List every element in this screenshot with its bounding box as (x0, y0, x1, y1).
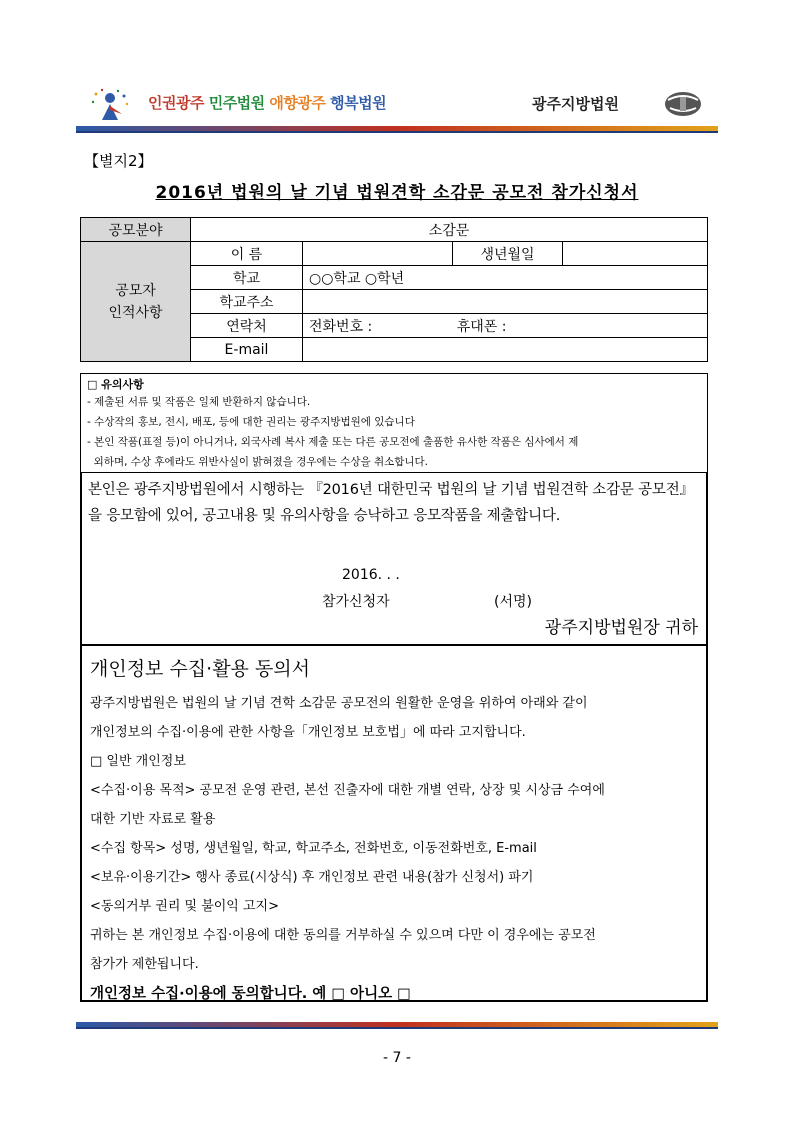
privacy-line: 대한 기반 자료로 활용 (90, 812, 216, 827)
applicant-info-label: 공모자 인적사항 (81, 242, 191, 362)
annex-label: 【별지2】 (84, 152, 153, 170)
privacy-line: <동의거부 권리 및 불이익 고지> (90, 899, 280, 914)
slogan-part: 행복법원 (330, 94, 387, 112)
court-name: 광주지방법원 (532, 95, 619, 113)
notes-line: 외하며, 수상 후에라도 위반사실이 밝혀졌을 경우에는 수상을 취소합니다. (87, 456, 429, 468)
notes-line: - 제출된 서류 및 작품은 일체 반환하지 않습니다. (87, 396, 311, 408)
email-label: E-mail (191, 338, 303, 362)
privacy-line: <수집·이용 목적> 공모전 운영 관련, 본선 진출자에 대한 개별 연락, 상장 및 시상금 수여에 (90, 783, 605, 798)
application-form-table (80, 217, 708, 362)
declaration-text: 본인은 광주지방법원에서 시행하는 『2016년 대한민국 법원의 날 기념 법원견학 소감문 공모전』을 응모함에 있어, 공고내용 및 유의사항을 승낙하고 응모작품을 제출합니다. (88, 482, 694, 524)
privacy-line: <수집 항목> 성명, 생년월일, 학교, 학교주소, 전화번호, 이동전화번호, E-mail (90, 841, 537, 856)
category-label: 공모분야 (81, 218, 191, 242)
signature-field[interactable]: (서명) (494, 594, 532, 610)
school-address-label: 학교주소 (191, 290, 303, 314)
form-title: 2016년 법원의 날 기념 법원견학 소감문 공모전 참가신청서 (155, 183, 639, 203)
birth-field[interactable] (563, 242, 708, 266)
privacy-line: 광주지방법원은 법원의 날 기념 견학 소감문 공모전의 원활한 운영을 위하여 아래와 같이 (90, 696, 588, 711)
slogan-part: 민주법원 (208, 94, 265, 112)
mobile-label: 휴대폰 : (456, 318, 507, 335)
school-address-field[interactable] (303, 290, 708, 314)
consent-checkbox-line[interactable]: 개인정보 수집·이용에 동의합니다. 예 □ 아니오 □ (90, 986, 411, 1002)
declaration-section (80, 472, 708, 645)
name-field[interactable] (303, 242, 453, 266)
slogan-part: 애향광주 (269, 94, 326, 112)
slogan (148, 92, 386, 113)
privacy-line: 개인정보의 수집·이용에 관한 사항을「개인정보 보호법」에 따라 고지합니다. (90, 725, 526, 740)
notes-heading: □ 유의사항 (87, 378, 144, 391)
page-number: - 7 - (383, 1050, 411, 1066)
contact-field[interactable] (303, 314, 708, 338)
notes-section (80, 373, 708, 473)
court-mascot-logo-icon (88, 86, 132, 122)
header-rule-dark (76, 131, 718, 133)
privacy-heading: 개인정보 수집·활용 동의서 (90, 658, 311, 680)
phone-label: 전화번호 : (309, 318, 373, 335)
date-line[interactable]: 2016. . . (342, 567, 400, 583)
privacy-line: 귀하는 본 개인정보 수집·이용에 대한 동의를 거부하실 수 있으며 다만 이 경우에는 공모전 (90, 928, 596, 943)
privacy-consent-section (80, 644, 708, 1002)
contact-label: 연락처 (191, 314, 303, 338)
slogan-part: 인권광주 (148, 94, 204, 112)
school-label: 학교 (191, 266, 303, 290)
applicant-label: 참가신청자 (322, 594, 390, 610)
privacy-line: 참가가 제한됩니다. (90, 957, 199, 972)
school-field[interactable]: ○○학교 ○학년 (303, 266, 708, 290)
email-field[interactable] (303, 338, 708, 362)
name-label: 이 름 (191, 242, 303, 266)
privacy-line: <보유·이용기간> 행사 종료(시상식) 후 개인정보 관련 내용(참가 신청서) 파기 (90, 870, 534, 885)
notes-line: - 수상작의 홍보, 전시, 배포, 등에 대한 권리는 광주지방법원에 있습니다 (87, 416, 415, 428)
page-header (76, 82, 718, 126)
addressee: 광주지방법원장 귀하 (544, 618, 698, 638)
birth-label: 생년월일 (453, 242, 563, 266)
category-value[interactable]: 소감문 (191, 218, 708, 242)
court-emblem-icon (662, 88, 704, 120)
privacy-line: □ 일반 개인정보 (90, 754, 186, 769)
footer-rule-dark (76, 1027, 718, 1029)
notes-line: - 본인 작품(표절 등)이 아니거나, 외국사례 복사 제출 또는 다른 공모전에 출품한 유사한 작품은 심사에서 제 (87, 436, 579, 448)
